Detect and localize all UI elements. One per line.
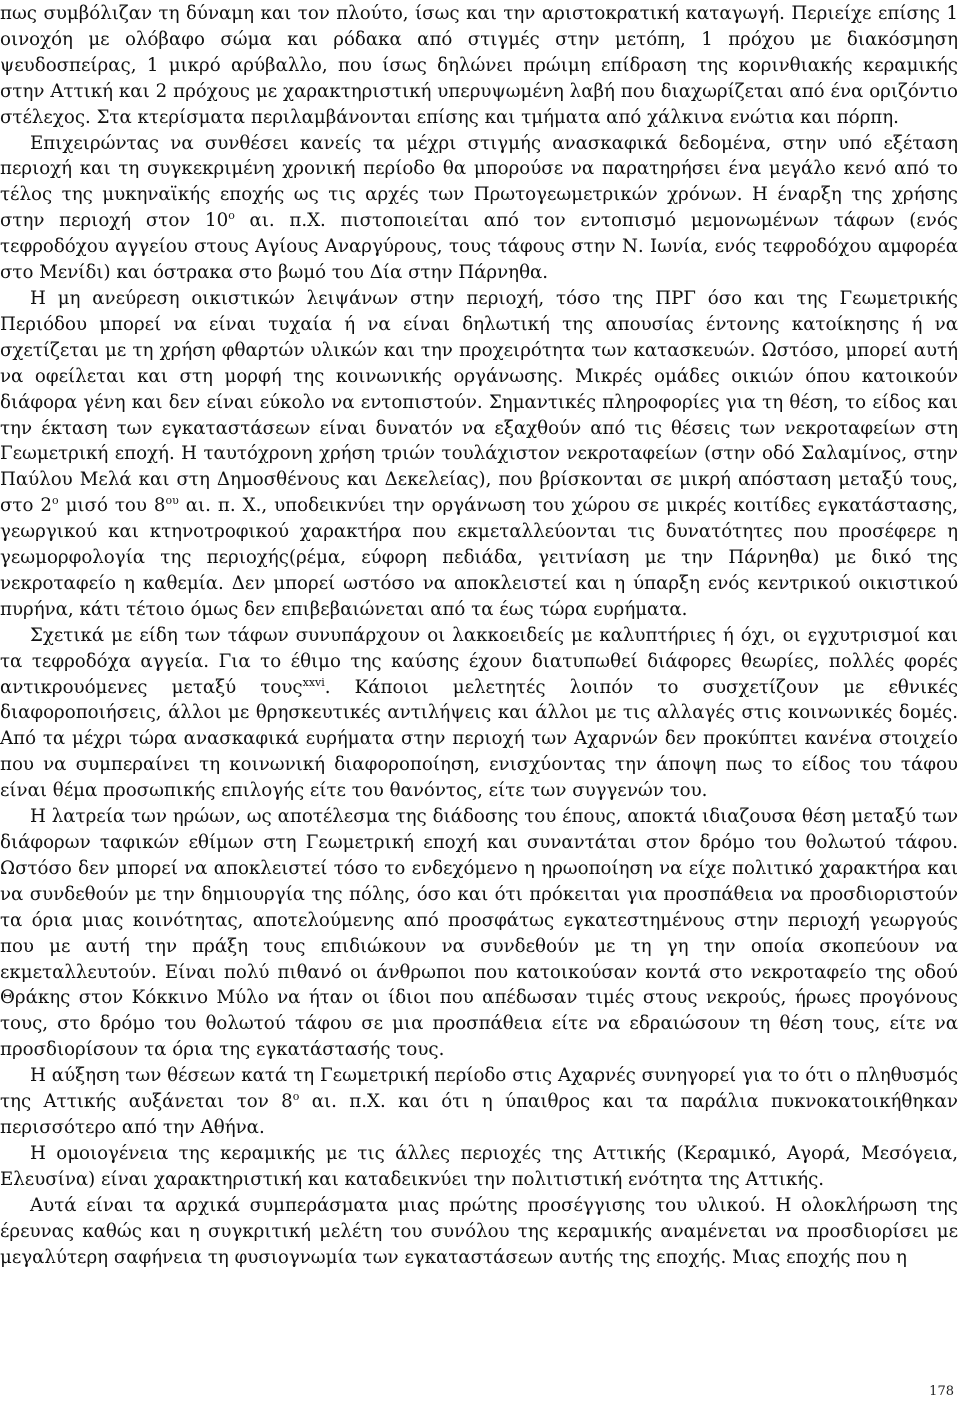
text-run: Σχετικά με είδη των τάφων συνυπάρχουν οι λακκοειδείς με καλυπτήριες ή όχι, οι εγχυτρισμοί και τα τεφροδόχα αγγεία. Για το έθιμο της καύσης έχουν διατυπωθεί διάφορες θεωρίες, πολλές φορές αντικρουόμενες μεταξύ τους [0,624,958,698]
text-run: Η μη ανεύρεση οικιστικών λειψάνων στην περιοχή, τόσο της ΠΡΓ όσο και της Γεωμετρικής Περιόδου μπορεί να είναι τυχαία ή να είναι δηλωτική της απουσίας έντονης κατοίκησης ή να σχετίζεται με τη χρήση φθαρτών υλικών και την προχειρότητα των κατασκευών. Ωστόσο, μπορεί αυτή να οφείλεται και στη μορφή της κοινωνικής οργάνωσης. Μικρές ομάδες οικιών όπου κατοικούν διάφορα γένη και δεν είναι εύκολο να εντοπιστούν. Σημαντικές πληροφορίες για τη θέση, το είδος και την έκταση των εγκαταστάσεων είναι δυνατόν να εξαχθούν από τις θέσεις των νεκροταφείων στη Γεωμετρική εποχή. Η ταυτόχρονη χρήση τριών τουλάχιστον νεκροταφείων (στην οδό Σαλαμίνος, στην Παύλου Μελά και στη Δημοσθένους και Δεκελείας), που βρίσκονται σε μικρή απόσταση μεταξύ τους, στο 2 [0,287,958,517]
paragraph [0,1063,958,1141]
superscript: ο [51,494,59,508]
paragraph [0,286,958,623]
paragraph [0,623,958,804]
page-number: 178 [929,1384,954,1399]
body-text [0,1,958,1270]
text-run: αι. π. Χ., υποδεικνύει την οργάνωση του χώρου σε μικρές κοιτίδες εγκατάστασης, γεωργικού και κτηνοτροφικού χαρακτήρα που εκμεταλλεύονται τις δυνατότητες που προσέφερε η γεωμορφολογία της περιοχής(ρέμα, εύφορη πεδιάδα, γειτνίαση με την Πάρνηθα) με δικό της νεκροταφείο η καθεμία. Δεν μπορεί ωστόσο να αποκλειστεί και η ύπαρξη ενός κεντρικού οικιστικού πυρήνα, κάτι τέτοιο όμως δεν επιβεβαιώνεται από τα έως τώρα ευρήματα. [0,495,958,620]
superscript: xxvi [302,675,325,689]
text-run: αι. π.Χ. και ότι η ύπαιθρος και τα παράλια πυκνοκατοικήθηκαν περισσότερο από την Αθήνα. [0,1091,958,1138]
text-run: Επιχειρώντας να συνθέσει κανείς τα μέχρι στιγμής ανασκαφικά δεδομένα, στην υπό εξέταση περιοχή και τη συγκεκριμένη χρονική περίοδο θα μπορούσε να παρατηρήσει ένα μεγάλο κενό από το τέλος της μυκηναϊκής εποχής ως τις αρχές των Πρωτογεωμετρικών χρόνων. Η έναρξη της χρήσης στην περιοχή στον 10 [0,132,958,232]
text-run: Η αύξηση των θέσεων κατά τη Γεωμετρική περίοδο στις Αχαρνές συνηγορεί για το ότι ο πληθυσμός της Αττικής αυξάνεται τον 8 [0,1065,958,1113]
text-run: Αυτά είναι τα αρχικά συμπεράσματα μιας πρώτης προσέγγισης του υλικού. Η ολοκλήρωση της έρευνας καθώς και η συγκριτική μελέτη του συνόλου της κεραμικής αναμένεται να προσδιορίσει με μεγαλύτερη σαφήνεια τη φυσιογνωμία των εγκαταστάσεων αυτής της εποχής. Μιας εποχής που η [0,1194,958,1268]
superscript: ο [292,1090,300,1103]
paragraph [0,1193,958,1271]
text-run: . Κάποιοι μελετητές λοιπόν το συσχετίζουν με εθνικές διαφοροποιήσεις, άλλοι με θρησκευτικές αντιλήψεις και άλλοι με τις αλλαγές στις κοινωνικές δομές. Από τα μέχρι τώρα ανασκαφικά ευρήματα στην περιοχή των Αχαρνών δεν προκύπτει κανένα στοιχείο που να συμπεραίνει τη κοινωνική διαφοροποίηση, ενισχύοντας την άποψη πως το είδος του τάφου είναι θέμα προσωπικής επιλογής είτε του θανόντος, είτε των συγγενών του. [0,676,959,802]
paragraph [0,804,958,1063]
paragraph [0,131,958,286]
superscript: ου [165,494,179,508]
text-run: πως συμβόλιζαν τη δύναμη και τον πλούτο, ίσως και την αριστοκρατική καταγωγή. Περιείχε επίσης 1 οινοχόη με ολόβαφο σώμα και ρόδακα από στιγμές στην μετόπη, 1 πρόχου με διακόσμηση ψευδοσπείρας, 1 μικρό αρύβαλλο, που ίσως δηλώνει πρώιμη επίδραση της κορινθιακής κεραμικής στην Αττική και 2 πρόχους με χαρακτηριστική υπερυψωμένη λαβή που διαχωρίζεται από ένα οριζόντιο στέλεχος. Στα κτερίσματα περιλαμβάνονται επίσης και τμήματα από χάλκινα ενώτια και πόρπη. [0,3,958,128]
text-run: μισό του 8 [58,495,166,517]
paragraph [0,1141,958,1193]
text-run: Η λατρεία των ηρώων, ως αποτέλεσμα της διάδοσης του έπους, αποκτά ιδιαζουσα θέση μεταξύ των διάφορων ταφικών εθίμων στη Γεωμετρική εποχή και συναντάται στον δρόμο του θολωτού τάφου. Ωστόσο δεν μπορεί να αποκλειστεί τόσο το ενδεχόμενο η ηρωοποίηση να είχε πολιτικό χαρακτήρα και να συνδεθούν με την δημιουργία της πόλης, όσο και ότι πρόκειται για προσπάθεια να προσδιοριστούν τα όρια μιας κοινότητας, αποτελούμενης από προσφάτως εγκατεστημένους στην περιοχή γεωργούς που με αυτή την πράξη τους επιδιώκουν να συνδεθούν με τη γη την οποία σκοπεύουν να εκμεταλλευτούν. Είναι πολύ πιθανό οι άνθρωποι που κατοικούσαν κοντά στο νεκροταφείο της οδού Θράκης στον Κόκκινο Μύλο να ήταν οι ίδιοι που απέδωσαν τιμές στους νεκρούς, ήρωες προγόνους τους, στο δρόμο του θολωτού τάφου σε μια προσπάθεια είτε να εδραιώσουν τη θέση τους, είτε να προσδιορίσουν τα όρια της εγκατάστασής τους. [0,806,958,1061]
paragraph [0,1,958,131]
text-run: αι. π.Χ. πιστοποιείται από τον εντοπισμό μεμονωμένων τάφων (ενός τεφροδόχου αγγείου στους Αγίους Αναργύρους, τους τάφους στην Ν. Ιωνία, ενός τεφροδόχου αμφορέα στο Μενίδι) και όστρακα στο βωμό του Δία στην Πάρνηθα. [0,210,958,284]
text-run: Η ομοιογένεια της κεραμικής με τις άλλες περιοχές της Αττικής (Κεραμικό, Αγορά, Μεσόγεια, Ελευσίνα) είναι χαρακτηριστική και καταδεικνύει την πολιτιστική ενότητα της Αττικής. [0,1142,958,1190]
superscript: ο [228,209,235,223]
